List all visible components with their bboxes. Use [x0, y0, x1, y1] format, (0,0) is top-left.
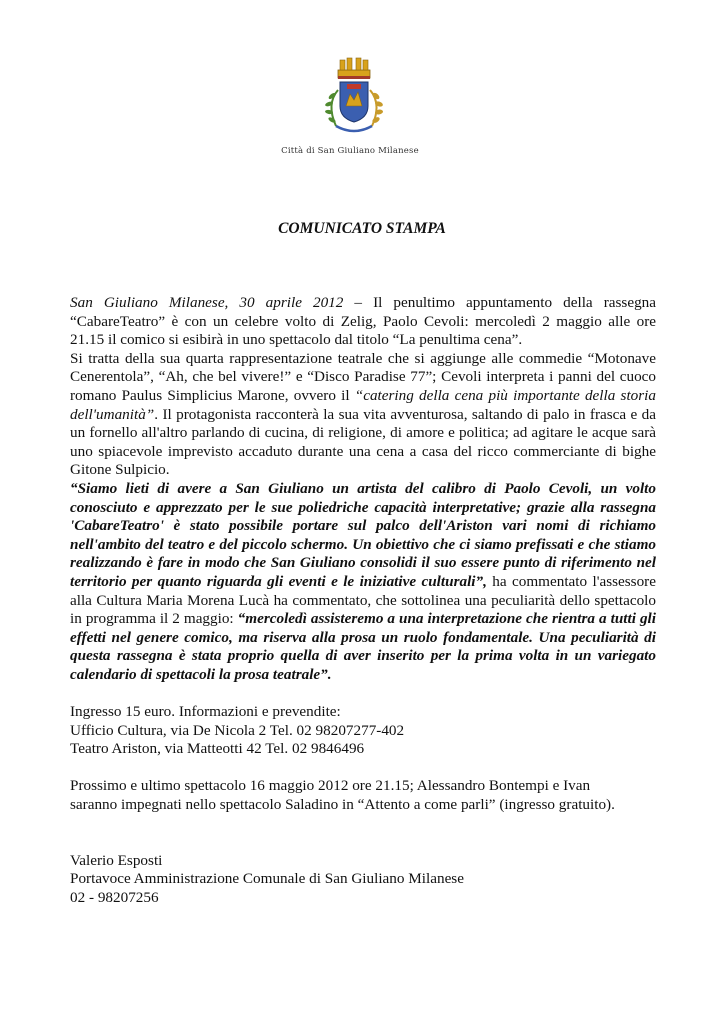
spacer	[70, 815, 656, 852]
description-italic-quote: “catering della cena più importante della storia dell'umanità”	[70, 386, 656, 423]
city-name: Città di San Giuliano Milanese	[281, 146, 419, 156]
description-text-b: . Il protagonista racconterà la sua vita avventurosa, saltando di palo in frasca e da un fornello all'altro parlando di cucina, di religione, di amore e politica; ad agitare le acque sarà uno spiacevole imprevisto accaduto durante una cena a casa del ricco commerciante di bighe Gitone Sulpicio.	[70, 405, 656, 479]
signature-phone: 02 - 98207256	[70, 888, 159, 906]
intro-paragraph	[70, 294, 656, 350]
ticket-info-line-1: Ingresso 15 euro. Informazioni e prevendite:	[70, 703, 341, 721]
signature-role: Portavoce Amministrazione Comunale di San Giuliano Milanese	[70, 870, 464, 888]
quote-middle-text: ha commentato l'assessore alla Cultura Maria Morena Lucà ha commentato, che sottolinea una peculiarità dello spettacolo in programma il 2 maggio:	[70, 572, 656, 628]
next-show-line-1: Prossimo e ultimo spettacolo 16 maggio 2012 ore 21.15; Alessandro Bontempi e Ivan	[70, 777, 591, 795]
assessor-quote-2: “mercoledì assisteremo a una interpretazione che rientra a tutti gli effetti nel genere comico, ma riserva alla prosa un ruolo fondamentale. Una peculiarità di questa rassegna è stata proprio quella di aver inserito per la prima volta in un variegato calendario di spettacoli la prosa teatrale”.	[70, 610, 656, 683]
next-show-paragraph	[70, 777, 656, 814]
spacer	[70, 759, 656, 778]
description-paragraph	[70, 350, 656, 480]
signature-block	[70, 852, 656, 908]
page-title: COMUNICATO STAMPA	[278, 220, 446, 237]
spacer	[70, 684, 656, 703]
municipal-crest-icon	[316, 56, 392, 142]
description-text-a: Si tratta della sua quarta rappresentazione teatrale che si aggiunge alle commedie “Motonave Cenerentola”, “Ah, che bel vivere!” e “Disco Paradise 77”; Cevoli interpreta i panni del cuoco romano Paulus Simplicius Marone, ovvero il	[70, 349, 656, 404]
quote-paragraph	[70, 480, 656, 685]
press-release-body	[70, 294, 656, 907]
intro-text: – Il penultimo appuntamento della rassegna “CabareTeatro” è con un celebre volto di Zelig, Paolo Cevoli: mercoledì 2 maggio alle ore 21.15 il comico si esibirà in uno spettacolo dal titolo “La penultima cena”.	[70, 294, 656, 349]
next-show-line-2: saranno impegnati nello spettacolo Saladino in “Attento a come parli” (ingresso gratuito).	[70, 796, 615, 814]
assessor-quote-1: “Siamo lieti di avere a San Giuliano un artista del calibro di Paolo Cevoli, un volto conosciuto e apprezzato per le sue poliedriche capacità interpretative; grazie alla rassegna 'CabareTeatro' è stato possibile portare sul palco dell'Ariston vari nomi di richiamo nell'ambito del teatro e del piccolo schermo. Un obiettivo che ci siamo prefissati e che stiamo realizzando è fare in modo che San Giuliano consolidi il suo essere punto di riferimento nel territorio per quanto riguarda gli eventi e le iniziative culturali”,	[70, 479, 656, 590]
ticket-info-line-2: Ufficio Cultura, via De Nicola 2 Tel. 02 98207277-402	[70, 721, 405, 739]
dateline: San Giuliano Milanese, 30 aprile 2012	[70, 294, 344, 311]
ticket-info	[70, 703, 656, 759]
ticket-info-line-3: Teatro Ariston, via Matteotti 42 Tel. 02 9846496	[70, 740, 365, 758]
signature-name: Valerio Esposti	[70, 851, 163, 869]
